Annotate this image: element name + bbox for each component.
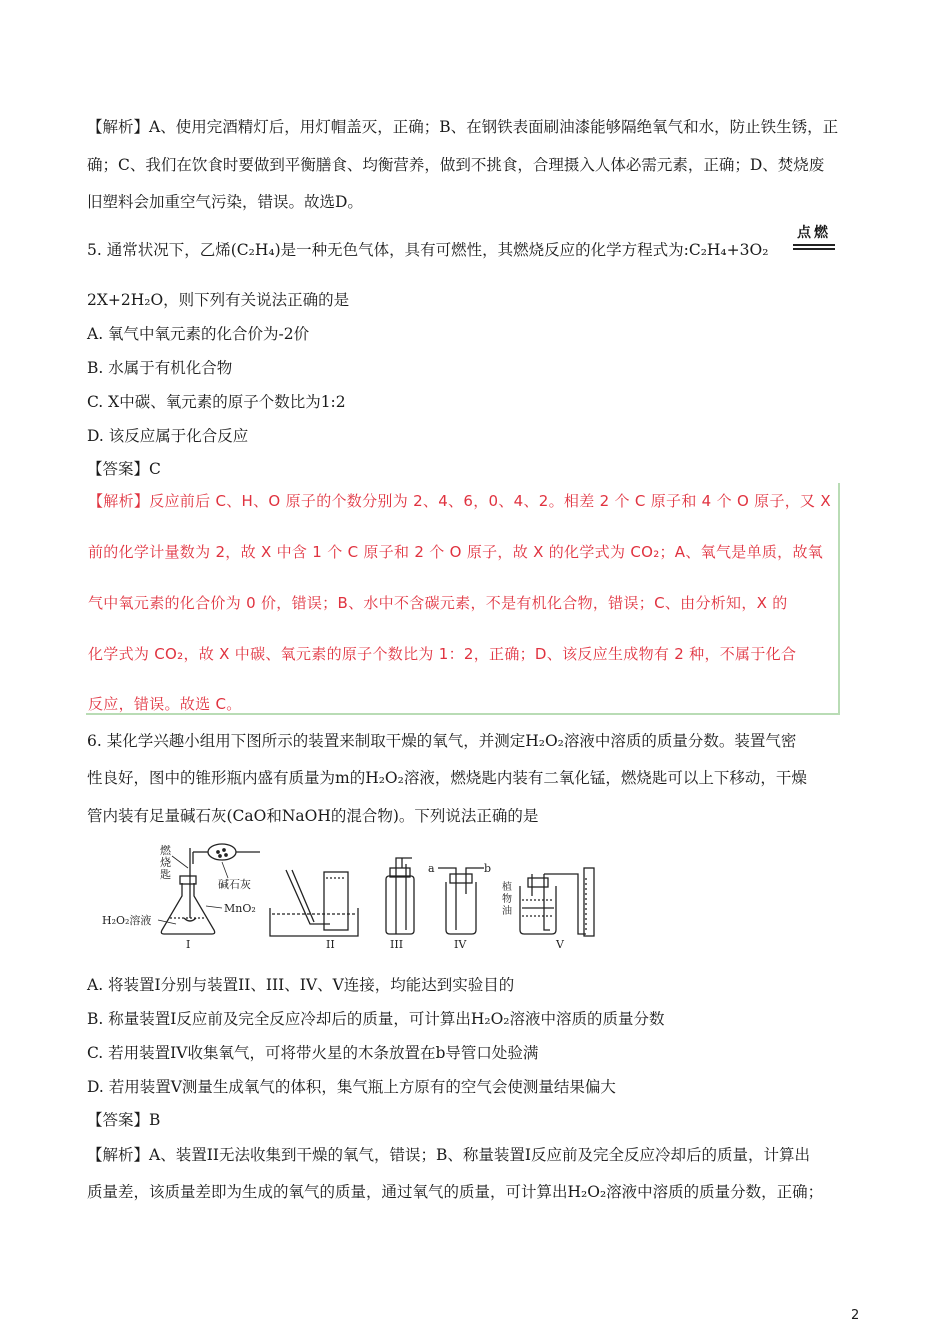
q6-stem-line2: 性良好，图中的锥形瓶内盛有质量为m的H₂O₂溶液，燃烧匙内装有二氧化锰，燃烧匙可以上下移动，干燥 [87,769,807,787]
q6-option-a: A. 将装置I分别与装置II、III、IV、V连接，均能达到实验目的 [87,976,515,994]
label-spoon: 燃 [160,844,171,857]
analysis-line: 化学式为 CO₂，故 X 中碳、氧元素的原子个数比为 1：2，正确；D、该反应生成物有 2 种，不属于化合 [88,645,797,663]
q5-option-d: D. 该反应属于化合反应 [87,427,249,445]
q5-stem-line2: 2X+2H₂O，则下列有关说法正确的是 [87,291,350,309]
q5-option-c: C. X中碳、氧元素的原子个数比为1:2 [87,393,346,411]
condition-label: 点燃 [797,225,831,241]
label-spoon: 匙 [160,868,171,881]
q6-stem-line1: 6. 某化学兴趣小组用下图所示的装置来制取干燥的氧气，并测定H₂O₂溶液中溶质的质量分数。装置气密 [87,732,797,750]
apparatus-figure [100,838,620,950]
q6-option-c: C. 若用装置IV收集氧气，可将带火星的木条放置在b导管口处验满 [87,1044,539,1062]
label-oil: 油 [502,906,512,917]
page-number: 2 [851,1308,860,1323]
label-II: II [326,938,335,950]
p1-line2: 确；C、我们在饮食时要做到平衡膳食、均衡营养，做到不挑食，合理摄入人体必需元素，正确；D、焚烧废 [87,156,825,174]
apparatus-II [270,870,358,936]
q5-analysis-box [86,483,840,715]
label-V: V [556,938,564,950]
label-IV: IV [454,938,467,950]
label-h2o2: H₂O₂溶液 [102,914,152,927]
q6-analysis-line2: 质量差，该质量差即为生成的氧气的质量，通过氧气的质量，可计算出H₂O₂溶液中溶质的质量分数，正确； [87,1183,824,1201]
analysis-line: 前的化学计量数为 2，故 X 中含 1 个 C 原子和 2 个 O 原子，故 X 的化学式为 CO₂；A、氧气是单质，故氧 [88,543,824,561]
label-mno2: MnO₂ [224,902,256,915]
p1-line1: 【解析】A、使用完酒精灯后，用灯帽盖灭，正确；B、在钢铁表面刷油漆能够隔绝氧气和水，防止铁生锈，正 [87,118,839,136]
q5-option-b: B. 水属于有机化合物 [87,359,233,377]
label-III: III [390,938,404,950]
q5-stem-line1: 5. 通常状况下，乙烯(C₂H₄)是一种无色气体，具有可燃性，其燃烧反应的化学方程式为:C₂H₄+3O₂ [87,241,769,259]
label-oil: 植 [502,882,512,893]
apparatus-V [520,868,594,936]
q6-option-b: B. 称量装置I反应前及完全反应冷却后的质量，可计算出H₂O₂溶液中溶质的质量分数 [87,1010,665,1028]
q6-analysis-line1: 【解析】A、装置II无法收集到干燥的氧气，错误；B、称量装置I反应前及完全反应冷却后的质量，计算出 [87,1146,810,1164]
p1-line3: 旧塑料会加重空气污染，错误。故选D。 [87,193,363,211]
reaction-condition [793,222,835,250]
analysis-line: 气中氧元素的化合价为 0 价，错误；B、水中不含碳元素，不是有机化合物，错误；C、由分析知，X 的 [88,594,788,612]
label-I: I [186,938,191,950]
apparatus-IV [438,868,484,934]
label-a: a [428,862,435,875]
label-b: b [484,862,492,875]
q5-option-a: A. 氧气中氧元素的化合价为-2价 [87,325,310,343]
label-spoon: 烧 [160,856,171,869]
apparatus-III [386,858,414,934]
q6-stem-line3: 管内装有足量碱石灰(CaO和NaOH的混合物)。下列说法正确的是 [87,807,539,825]
q6-answer: 【答案】B [87,1111,161,1129]
q6-option-d: D. 若用装置V测量生成氧气的体积，集气瓶上方原有的空气会使测量结果偏大 [87,1078,616,1096]
label-lime: 碱石灰 [218,878,251,891]
q5-answer: 【答案】C [87,460,161,478]
analysis-line: 【解析】反应前后 C、H、O 原子的个数分别为 2、4、6，0、4、2。相差 2 个 C 原子和 4 个 O 原子，又 X [88,492,831,510]
label-oil: 物 [502,894,512,905]
analysis-line: 反应，错误。故选 C。 [88,695,242,713]
